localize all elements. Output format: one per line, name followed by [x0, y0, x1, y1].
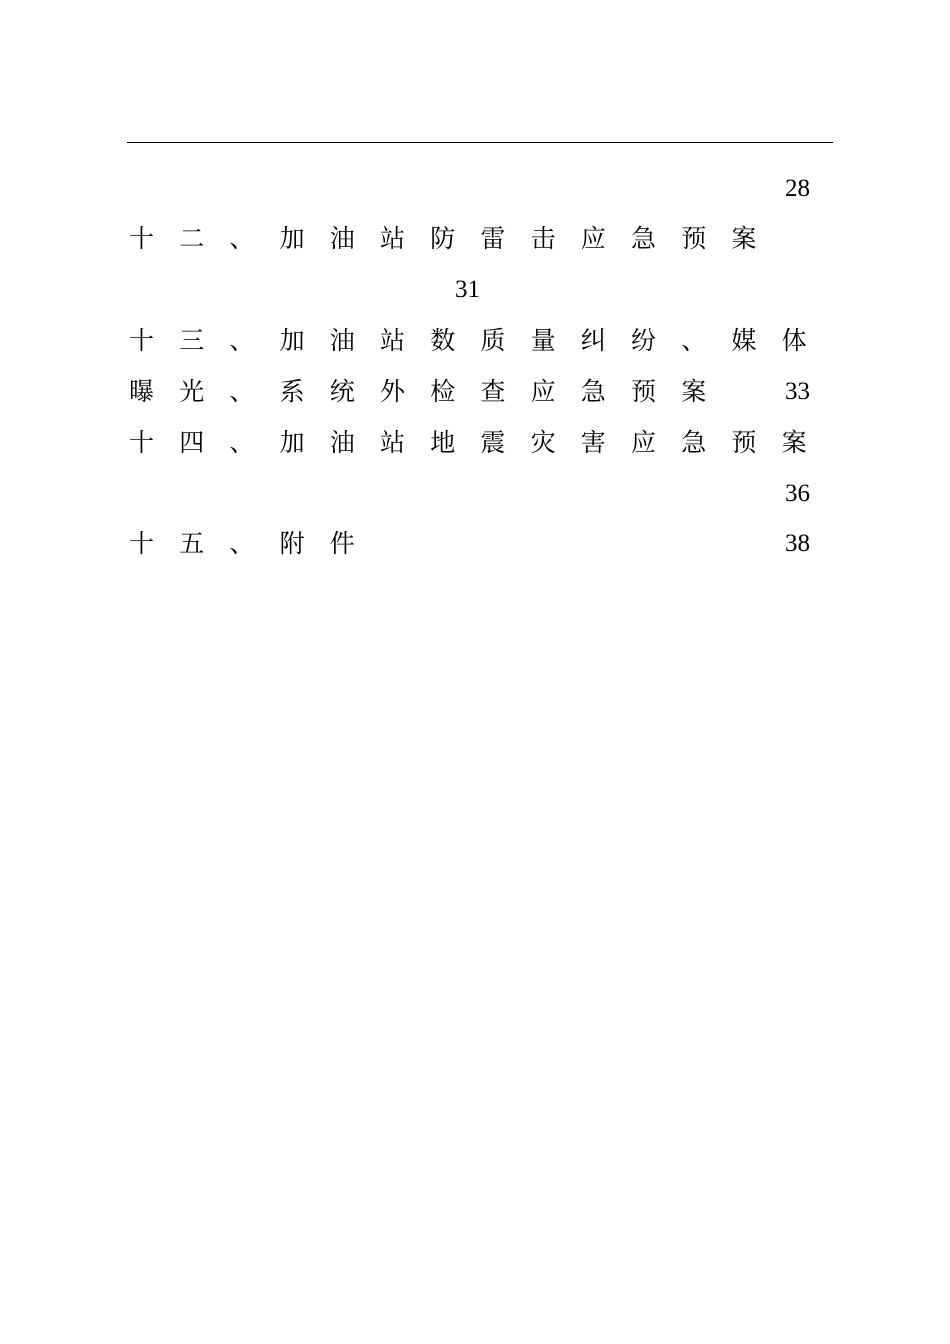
toc-item-label: 十二、加油站防雷击应急预案: [129, 224, 782, 253]
toc-page-number: 38: [785, 530, 810, 557]
toc-item-13: [129, 316, 832, 366]
toc-page-number: 28: [785, 175, 810, 202]
toc-item-13-continued: [129, 367, 814, 417]
header-rule: [127, 142, 833, 143]
toc-item-14: [129, 418, 832, 468]
toc-item-14-page-line: [129, 469, 814, 519]
toc-page-line: [129, 164, 814, 214]
toc-page-number: 36: [785, 480, 810, 507]
toc-page-number: 31: [455, 276, 480, 303]
toc-item-label: 十三、加油站数质量纠纷、媒体: [129, 326, 832, 355]
toc-item-label: 十四、加油站地震灾害应急预案: [129, 428, 832, 457]
toc-item-12-page-line: [129, 265, 814, 315]
toc-item-15: [129, 519, 814, 569]
toc-item-label: 十五、附件: [129, 529, 381, 558]
toc-item-label-continued: 曝光、系统外检查应急预案: [129, 377, 732, 406]
toc-item-12: [129, 214, 814, 264]
toc-page-number: 33: [785, 378, 810, 405]
